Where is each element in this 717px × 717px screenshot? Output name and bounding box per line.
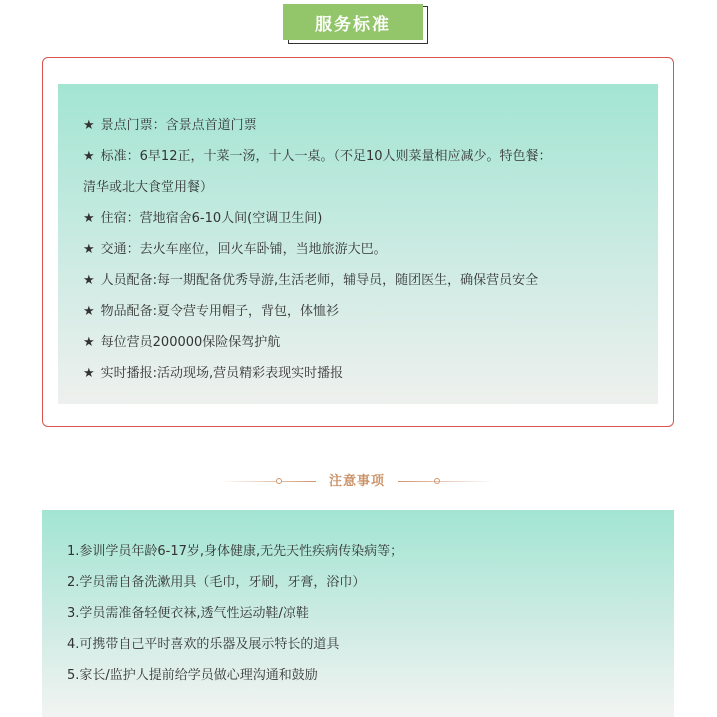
service-frame <box>42 57 674 427</box>
notes-item: 5.家长/监护人提前给学员做心理沟通和鼓励 <box>67 668 318 683</box>
notes-title: 注意事项 <box>328 474 385 489</box>
service-item-meals-cont: 清华或北大食堂用餐） <box>83 180 214 195</box>
star-icon: ★ <box>83 149 95 164</box>
service-list <box>83 110 648 389</box>
service-item-transport: ★ 交通：去火车座位，回火车卧铺，当地旅游大巴。 <box>83 242 387 257</box>
star-icon: ★ <box>83 335 95 350</box>
divider-line-right <box>398 481 494 482</box>
star-icon: ★ <box>83 304 95 319</box>
service-item-broadcast: ★ 实时播报:活动现场,营员精彩表现实时播报 <box>83 366 344 381</box>
notes-panel <box>42 510 674 717</box>
service-title-banner <box>283 4 429 46</box>
star-icon: ★ <box>83 242 95 257</box>
service-item-tickets: ★ 景点门票：含景点首道门票 <box>83 118 257 133</box>
notes-item: 4.可携带自己平时喜欢的乐器及展示特长的道具 <box>67 637 340 652</box>
notes-title-divider <box>0 472 717 492</box>
service-item-meals: ★ 标准：6早12正，十菜一汤，十人一桌。（不足10人则菜量相应减少。特色餐： <box>83 149 552 164</box>
service-item-staff: ★ 人员配备:每一期配备优秀导游,生活老师，辅导员，随团医生，确保营员安全 <box>83 273 539 288</box>
star-icon: ★ <box>83 118 95 133</box>
star-icon: ★ <box>83 366 95 381</box>
notes-item: 2.学员需自备洗漱用具（毛巾，牙刷，牙膏，浴巾） <box>67 575 366 590</box>
service-panel <box>58 84 658 404</box>
service-item-insurance: ★ 每位营员200000保险保驾护航 <box>83 335 281 350</box>
divider-dot-icon <box>276 478 282 484</box>
service-title: 服务标准 <box>283 4 423 40</box>
divider-line-left <box>220 481 316 482</box>
star-icon: ★ <box>83 273 95 288</box>
service-item-lodging: ★ 住宿：营地宿舍6-10人间(空调卫生间) <box>83 211 323 226</box>
notes-item: 1.参训学员年龄6-17岁,身体健康,无先天性疾病传染病等； <box>67 544 404 559</box>
notes-list <box>67 536 657 691</box>
service-item-supplies: ★ 物品配备:夏令营专用帽子，背包，体恤衫 <box>83 304 340 319</box>
star-icon: ★ <box>83 211 95 226</box>
notes-item: 3.学员需准备轻便衣袜,透气性运动鞋/凉鞋 <box>67 606 309 621</box>
